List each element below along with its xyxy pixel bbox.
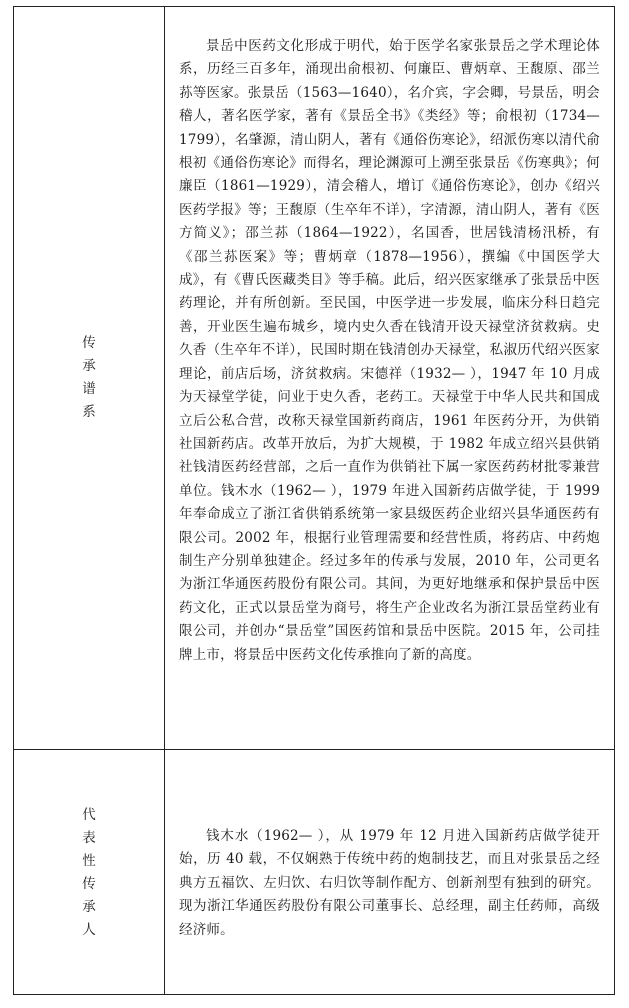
inheritor-paragraph: 钱木水（1962— ），从 1979 年 12 月进入国新药店做学徒开始，历 40 载，不仅娴熟于传统中药的炮制技艺，而且对张景岳之经典方五福饮、左归饮、右归饮等制作配方、创新剂型有独到的研究。现为浙江华通医药股份有限公司董事长、总经理，副主任药师，高级经济师。 [179, 828, 600, 938]
lineage-content-cell [165, 35, 614, 667]
lineage-label: 传承谱系 [82, 335, 96, 420]
document-table [13, 6, 615, 995]
inheritor-label-cell [14, 749, 164, 996]
inheritor-label: 代表性传承人 [82, 806, 96, 938]
inheritor-content-cell [165, 825, 614, 942]
lineage-label-cell [14, 7, 164, 749]
lineage-paragraph: 景岳中医药文化形成于明代，始于医学名家张景岳之学术理论体系，历经三百多年，涌现出俞根初、何廉臣、曹炳章、王馥原、邵兰荪等医家。张景岳（1563—1640），名介宾，字会卿，号景岳，明会稽人，著名医学家，著有《景岳全书》《类经》等；俞根初（1734—1799），名肇源，清山阴人，著有《通俗伤寒论》，绍派伤寒以清代俞根初《通俗伤寒论》而得名，理论渊源可上溯至张景岳《伤寒典》；何廉臣（1861—1929），清会稽人，增订《通俗伤寒论》，创办《绍兴医药学报》等；王馥原（生卒年不详），字清源，清山阴人，著有《医方简义》；邵兰荪（1864—1922），名国香，世居钱清杨汛桥，有《邵兰荪医案》等；曹炳章（1878—1956），撰编《中国医学大成》，有《曹氏医藏类目》等手稿。此后，绍兴医家继承了张景岳中医药理论，并有所创新。至民国，中医学进一步发展，临床分科日趋完善，开业医生遍布城乡，境内史久香在钱清开设天禄堂济贫救病。史久香（生卒年不详），民国时期在钱清创办天禄堂，私淑历代绍兴医家理论，前店后场，济贫救病。宋德祥（1932— ），1947 年 10 月成为天禄堂学徒，问业于史久香，老药工。天禄堂于中华人民共和国成立后公私合营，改称天禄堂国新药商店，1961 年医药分开，为供销社国新药店。改革开放后，为扩大规模，于 1982 年成立绍兴县供销社钱清医药经营部，之后一直作为供销社下属一家医药药材批零兼营单位。钱木水（1962— ），1979 年进入国新药店做学徒，于 1999 年奉命成立了浙江省供销系统第一家县级医药企业绍兴县华通医药有限公司。2002 年，根据行业管理需要和经营性质，将药店、中药炮制生产分别单独建企。经过多年的传承与发展，2010 年，公司更名为浙江华通医药股份有限公司。其间，为更好地继承和保护景岳中医药文化，正式以景岳堂为商号，将生产企业改名为浙江景岳堂药业有限公司，并创办“景岳堂”国医药馆和景岳中医院。2015 年，公司挂牌上市，将景岳中医药文化传承推向了新的高度。 [179, 38, 600, 663]
